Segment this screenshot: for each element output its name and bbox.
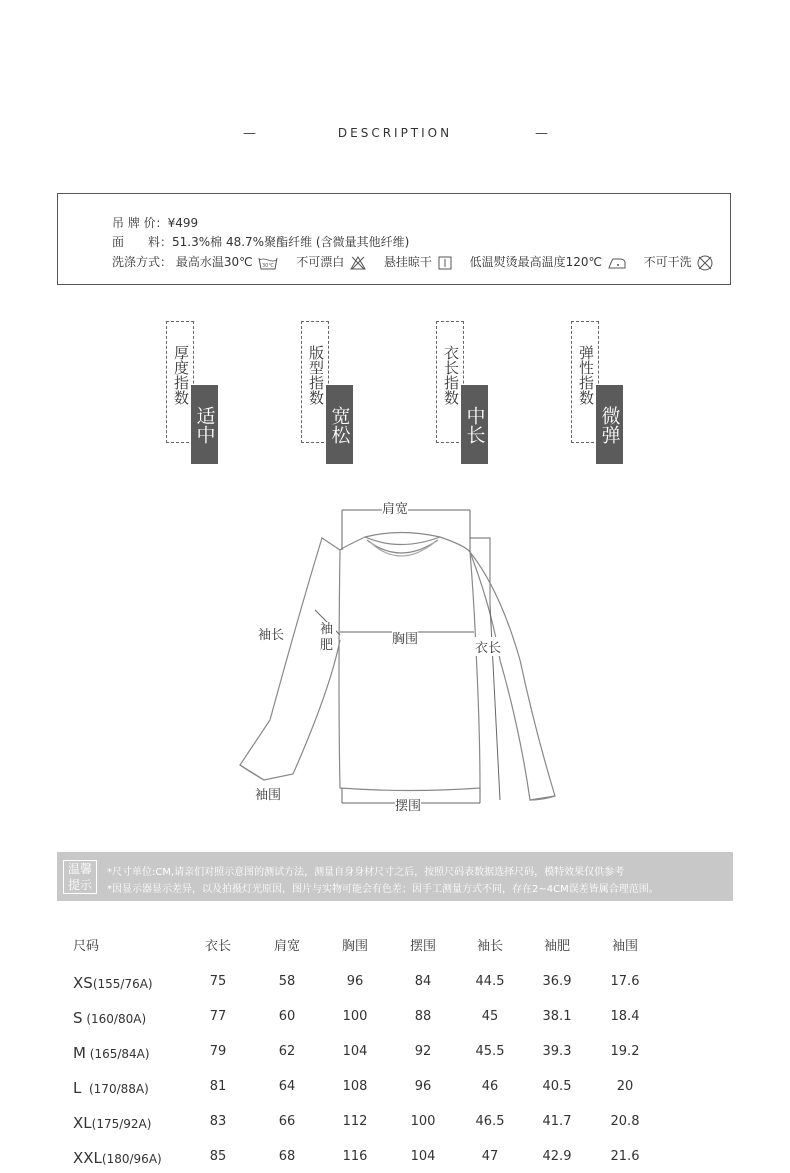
size-cell — [73, 1044, 150, 1062]
measurement-diagram — [230, 490, 570, 815]
product-info-box — [57, 193, 731, 285]
table-cell: 47 — [481, 1149, 499, 1164]
table-cell: 85 — [209, 1149, 227, 1164]
table-row — [57, 1114, 733, 1138]
table-row — [57, 1009, 733, 1033]
table-cell: 60 — [278, 1009, 296, 1024]
wash-line — [112, 253, 727, 271]
table-cell: 116 — [342, 1149, 368, 1164]
index-label: 版型指数 — [307, 345, 325, 405]
index-value: 微弹 — [596, 385, 623, 464]
size-code: M — [73, 1044, 86, 1062]
table-cell: 100 — [410, 1114, 436, 1129]
header-dash-left: — — [243, 126, 256, 141]
tip-line-1: *尺寸单位:CM,请亲们对照示意图的测试方法，测量自身身材尺寸之后，按照尺码表数据选择尺码，模特效果仅供参考 — [107, 867, 625, 878]
wash-temp-text: 30℃ — [262, 262, 275, 269]
index-value: 中长 — [461, 385, 488, 464]
table-cell: 17.6 — [610, 974, 640, 989]
table-row — [57, 974, 733, 998]
table-header-cell: 尺码 — [73, 939, 100, 954]
table-cell: 39.3 — [542, 1044, 572, 1059]
index-elasticity — [571, 321, 631, 465]
table-cell: 104 — [342, 1044, 368, 1059]
wash-item-hang-dry: 悬挂晾干 — [384, 253, 452, 270]
table-cell: 88 — [414, 1009, 432, 1024]
body-size: (175/92A) — [91, 1117, 152, 1131]
price-value: ¥499 — [167, 216, 199, 230]
table-cell: 92 — [414, 1044, 432, 1059]
hang-dry-icon — [438, 256, 452, 270]
table-cell: 77 — [209, 1009, 227, 1024]
label-cuff: 袖围 — [255, 784, 281, 803]
no-dry-clean-icon — [697, 255, 713, 271]
index-length — [436, 321, 496, 465]
table-row — [57, 1044, 733, 1068]
no-bleach-icon — [350, 256, 366, 270]
table-cell: 96 — [346, 974, 364, 989]
size-code: XL — [73, 1114, 92, 1132]
material-value: 51.3%棉 48.7%聚酯纤维 (含微量其他纤维) — [172, 235, 410, 249]
index-fit — [301, 321, 361, 465]
body-size: (180/96A) — [101, 1152, 162, 1166]
table-cell: 21.6 — [610, 1149, 640, 1164]
size-code: S — [73, 1009, 83, 1027]
index-label: 衣长指数 — [442, 345, 460, 405]
table-cell: 66 — [278, 1114, 296, 1129]
table-cell: 41.7 — [542, 1114, 572, 1129]
size-cell — [73, 1114, 151, 1132]
table-header-cell: 肩宽 — [273, 939, 300, 954]
table-cell: 36.9 — [542, 974, 572, 989]
table-cell: 100 — [342, 1009, 368, 1024]
table-cell: 20.8 — [610, 1114, 640, 1129]
table-header-cell: 摆围 — [409, 939, 436, 954]
size-cell — [73, 974, 153, 992]
tip-banner — [57, 852, 733, 901]
label-length: 衣长 — [475, 637, 501, 656]
iron-icon — [608, 256, 626, 270]
wash-item-low-iron: 低温熨烫最高温度120℃ — [470, 253, 626, 270]
table-cell: 38.1 — [542, 1009, 572, 1024]
table-cell: 64 — [278, 1079, 296, 1094]
tip-badge: 温馨提示 — [63, 860, 97, 894]
table-row — [57, 1149, 733, 1173]
body-size: (165/84A) — [85, 1047, 150, 1061]
table-header-cell: 袖围 — [611, 939, 638, 954]
price-line — [112, 214, 198, 231]
table-cell: 58 — [278, 974, 296, 989]
size-code: L — [73, 1079, 82, 1097]
wash-basin-icon — [258, 256, 278, 270]
index-label: 厚度指数 — [172, 345, 190, 405]
table-cell: 84 — [414, 974, 432, 989]
table-cell: 79 — [209, 1044, 227, 1059]
label-chest: 胸围 — [392, 628, 418, 647]
tip-line-2: *因显示器显示差异，以及拍摄灯光原因，图片与实物可能会有色差；因手工测量方式不同，存在2~4CM误差皆属合理范围。 — [107, 884, 659, 895]
description-header — [0, 126, 790, 146]
table-cell: 96 — [414, 1079, 432, 1094]
table-header-cell: 胸围 — [341, 939, 368, 954]
size-code: XXL — [73, 1149, 102, 1167]
size-cell — [73, 1009, 146, 1027]
index-thickness — [166, 321, 226, 465]
table-row — [57, 1079, 733, 1103]
price-label: 吊 牌 价： — [112, 216, 168, 230]
table-cell: 19.2 — [610, 1044, 640, 1059]
body-size: (160/80A) — [82, 1012, 147, 1026]
table-cell: 104 — [410, 1149, 436, 1164]
header-dash-right: — — [535, 126, 548, 141]
table-cell: 62 — [278, 1044, 296, 1059]
size-code: XS — [73, 974, 93, 992]
size-cell — [73, 1149, 162, 1167]
body-size: (155/76A) — [92, 977, 153, 991]
table-cell: 46 — [481, 1079, 499, 1094]
table-cell: 42.9 — [542, 1149, 572, 1164]
table-header-cell: 袖长 — [476, 939, 503, 954]
label-sleeve-width: 袖肥 — [320, 622, 336, 654]
table-cell: 40.5 — [542, 1079, 572, 1094]
material-line — [112, 233, 409, 250]
wash-label: 洗涤方式： — [112, 255, 173, 269]
table-header-cell: 袖肥 — [543, 939, 570, 954]
table-cell: 45.5 — [475, 1044, 505, 1059]
table-cell: 46.5 — [475, 1114, 505, 1129]
table-cell: 83 — [209, 1114, 227, 1129]
sweater-outline-drawing — [230, 490, 570, 815]
table-cell: 112 — [342, 1114, 368, 1129]
index-label: 弹性指数 — [577, 345, 595, 405]
table-header-cell: 衣长 — [204, 939, 231, 954]
table-cell: 81 — [209, 1079, 227, 1094]
size-cell — [73, 1079, 149, 1097]
wash-item-no-dry-clean: 不可干洗 — [644, 253, 714, 271]
body-size: (170/88A) — [81, 1082, 149, 1096]
label-sleeve-length: 袖长 — [258, 624, 284, 643]
label-shoulder: 肩宽 — [382, 498, 408, 517]
index-value: 适中 — [191, 385, 218, 464]
table-cell: 75 — [209, 974, 227, 989]
table-header-row — [57, 935, 733, 959]
material-label: 面 料： — [112, 235, 173, 249]
table-cell: 108 — [342, 1079, 368, 1094]
table-cell: 20 — [616, 1079, 634, 1094]
table-cell: 68 — [278, 1149, 296, 1164]
wash-item-water-temp: 最高水温30℃ 30℃ — [176, 253, 279, 270]
header-title: DESCRIPTION — [337, 126, 453, 140]
table-cell: 45 — [481, 1009, 499, 1024]
table-cell: 44.5 — [475, 974, 505, 989]
wash-item-no-bleach: 不可漂白 — [296, 253, 366, 270]
table-cell: 18.4 — [610, 1009, 640, 1024]
label-hem: 摆围 — [395, 795, 421, 814]
index-value: 宽松 — [326, 385, 353, 464]
